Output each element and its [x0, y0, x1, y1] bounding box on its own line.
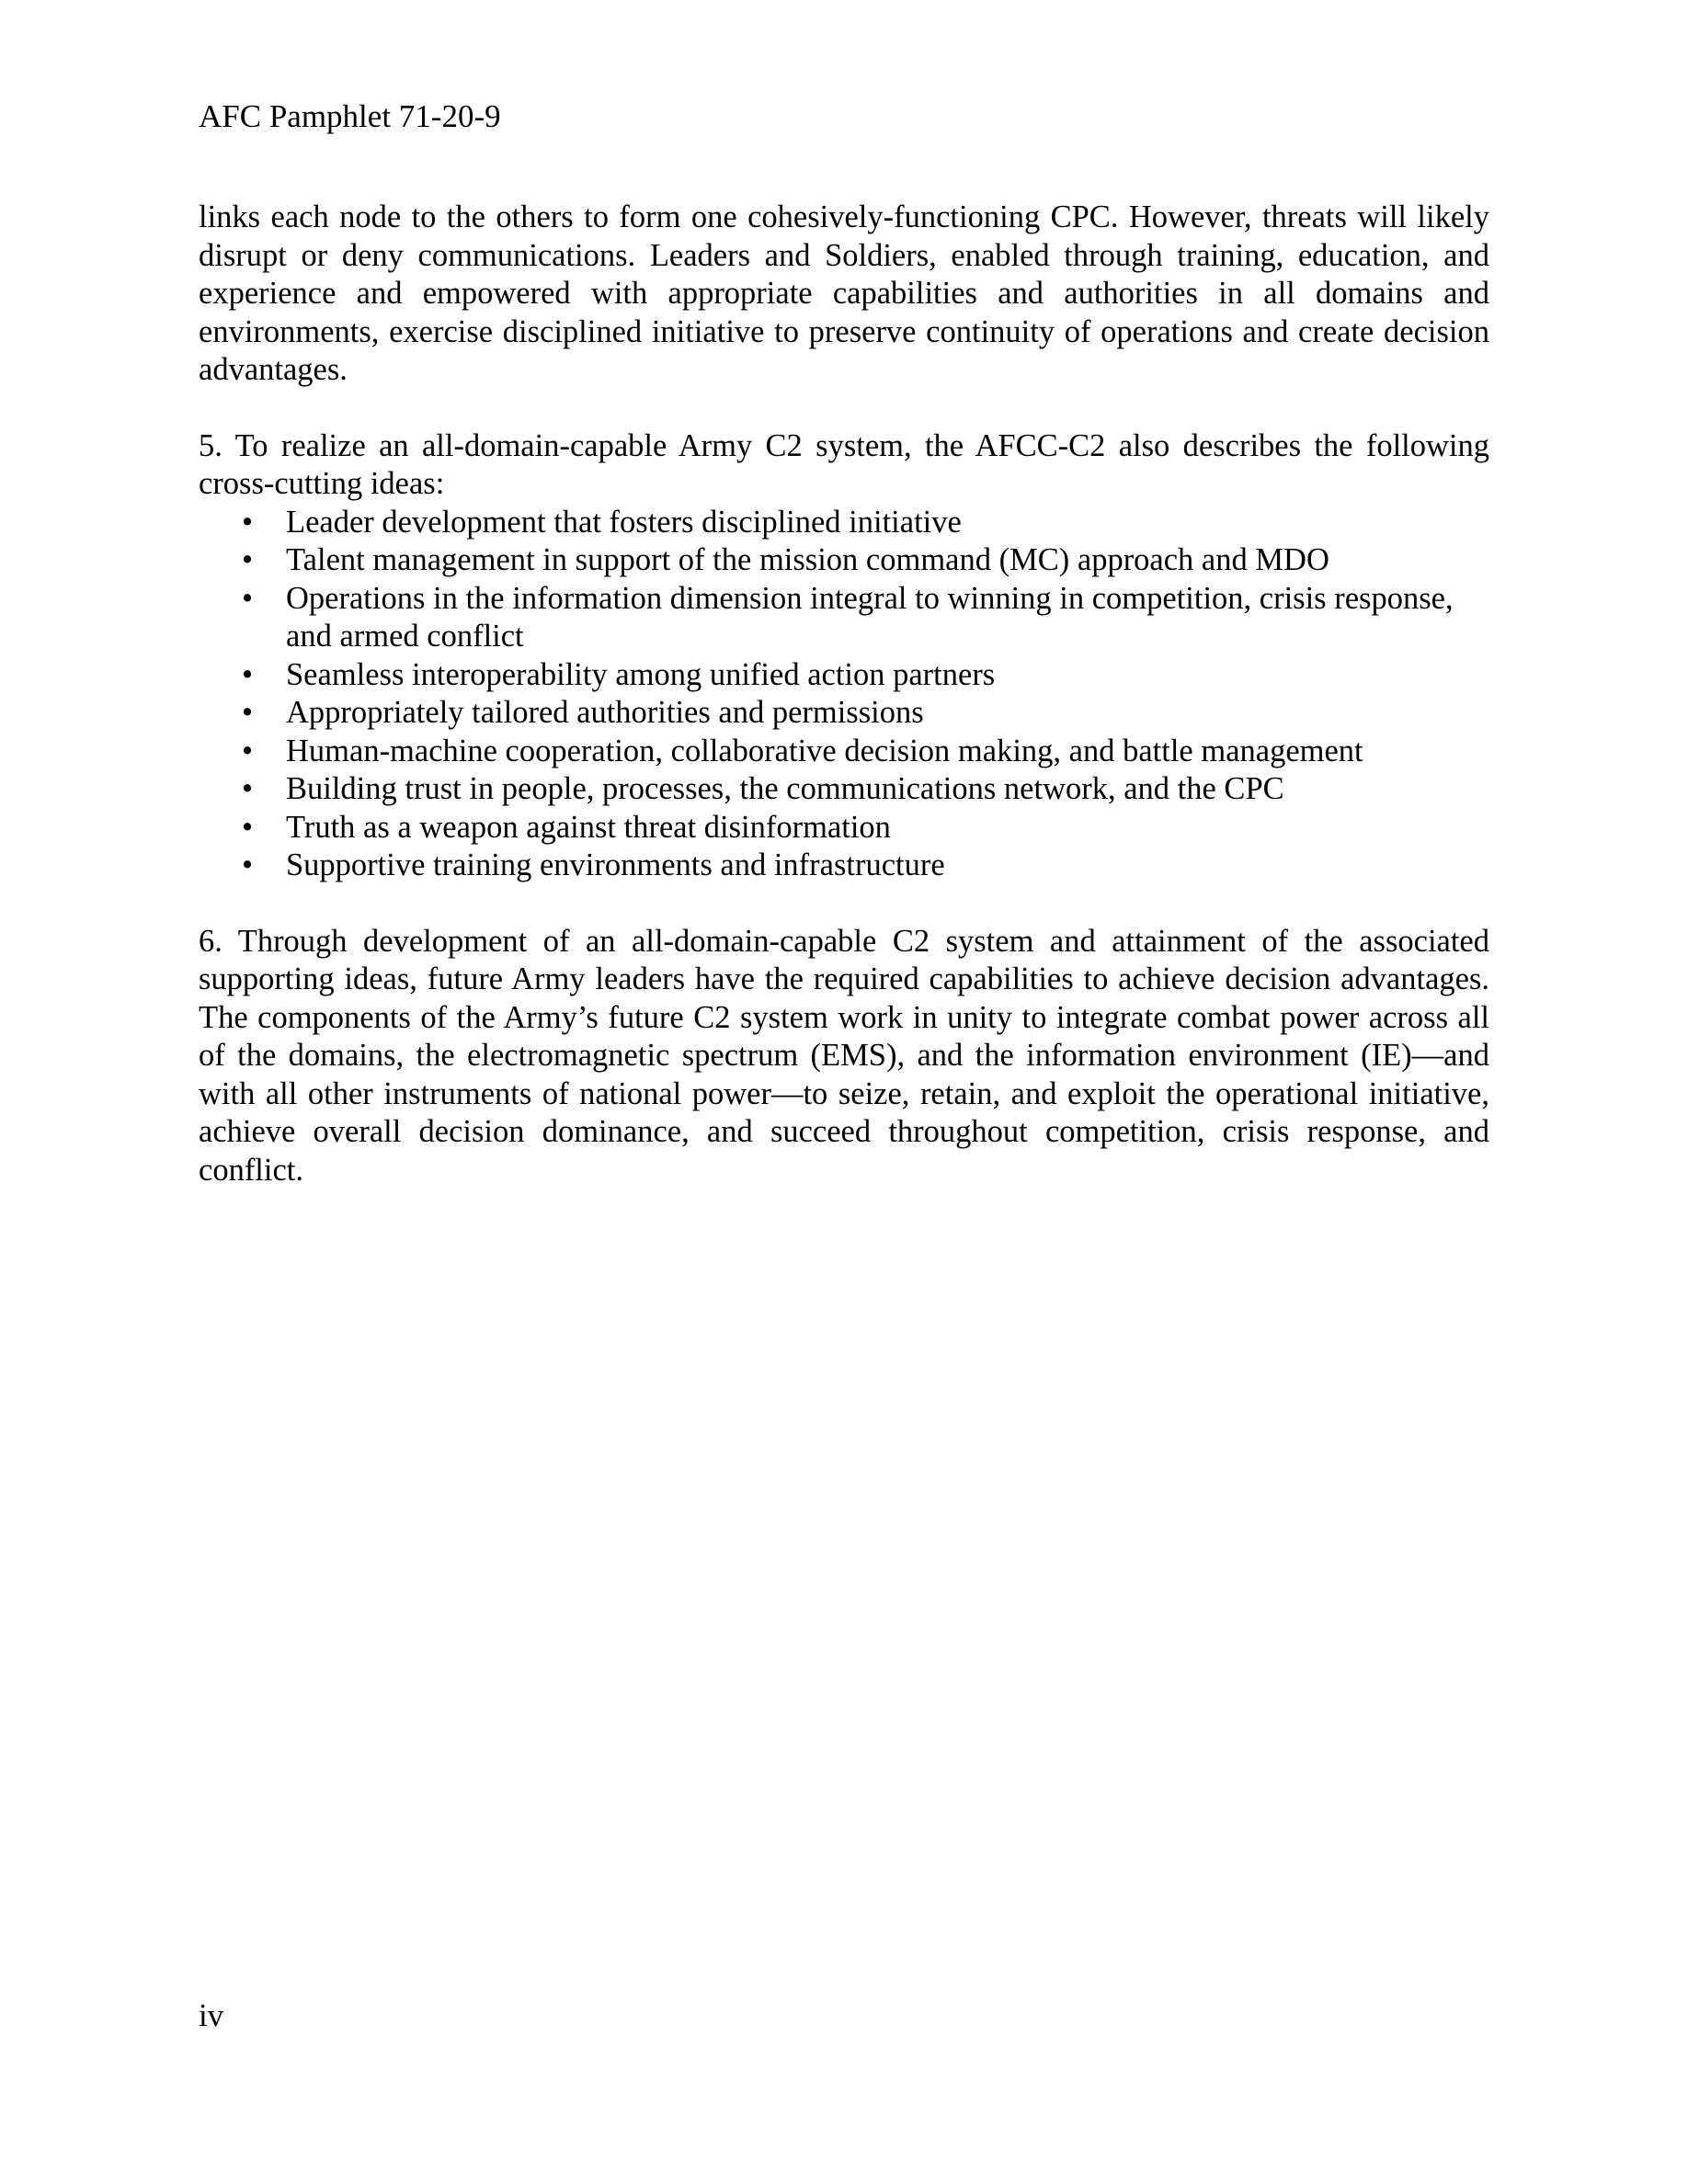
page-body [199, 199, 1489, 1189]
list-item-text: Leader development that fosters disciplined initiative [286, 504, 962, 540]
paragraph-continued: links each node to the others to form one cohesively-functioning CPC. However, threats will likely disrupt or deny communications. Leaders and Soldiers, enabled through training, education, and experience and empowered with appropriate capabilities and authorities in all domains and environments, exercise disciplined initiative to preserve continuity of operations and create decision advantages. [199, 199, 1489, 387]
list-item-text: Human-machine cooperation, collaborative decision making, and battle management [286, 733, 1363, 768]
list-item-text: Truth as a weapon against threat disinformation [286, 809, 891, 845]
bullet-icon: • [241, 542, 254, 577]
list-item-text: Operations in the information dimension integral to winning in competition, crisis response, and armed conflict [286, 580, 1454, 654]
list-item [199, 541, 1489, 580]
bullet-icon: • [241, 656, 254, 692]
list-item [199, 847, 1489, 885]
bullet-icon: • [241, 771, 254, 806]
bullet-icon: • [241, 695, 254, 730]
list-item [199, 504, 1489, 542]
list-item [199, 694, 1489, 733]
paragraph-gap [199, 390, 1489, 427]
list-item-text: Supportive training environments and infrastructure [286, 847, 945, 882]
cross-cutting-ideas-list [199, 504, 1489, 885]
paragraph-gap [199, 885, 1489, 923]
list-item-text: Seamless interoperability among unified action partners [286, 656, 996, 692]
list-item-text: Building trust in people, processes, the communications network, and the CPC [286, 771, 1284, 806]
paragraph-5-intro: 5. To realize an all-domain-capable Army C2 system, the AFCC-C2 also describes the following cross-cutting ideas: [199, 427, 1489, 501]
bullet-icon: • [241, 733, 254, 768]
page-number: iv [199, 1997, 224, 2033]
bullet-icon: • [241, 504, 254, 540]
bullet-icon: • [241, 847, 254, 882]
running-header: AFC Pamphlet 71-20-9 [199, 98, 501, 134]
list-item-text: Talent management in support of the mission command (MC) approach and MDO [286, 542, 1329, 577]
list-item [199, 809, 1489, 847]
paragraph-6: 6. Through development of an all-domain-capable C2 system and attainment of the associated supporting ideas, future Army leaders have the required capabilities to achieve decision advantages. The components of the Army’s future C2 system work in unity to integrate combat power across all of the domains, the electromagnetic spectrum (EMS), and the information environment (IE)—and with all other instruments of national power—to seize, retain, and exploit the operational initiative, achieve overall decision dominance, and succeed throughout competition, crisis response, and conflict. [199, 923, 1489, 1188]
bullet-icon: • [241, 809, 254, 845]
list-item [199, 733, 1489, 771]
list-item [199, 770, 1489, 809]
list-item-text: Appropriately tailored authorities and permissions [286, 695, 924, 730]
bullet-icon: • [241, 580, 254, 616]
list-item [199, 656, 1489, 695]
list-item [199, 580, 1489, 656]
